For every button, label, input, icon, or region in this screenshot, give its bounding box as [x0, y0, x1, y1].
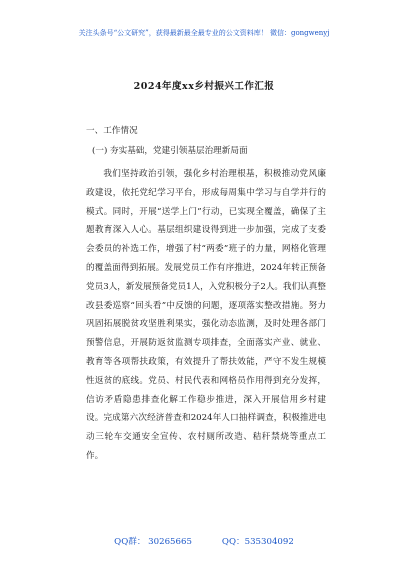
footer-contact: [0, 535, 408, 547]
body-text: 我们坚持政治引领，强化乡村治理根基，积极推动党风廉政建设，依托党纪学习平台，形成每周集中学习与自学并行的模式。同时，开展“送学上门”行动，已实现全覆盖，确保了主题教育深入人心。基层组织建设得到进一步加强，完成了支委会委员的补选工作，增强了村“两委”班子的力量，网格化管理的覆盖面得到拓展。发展党员工作有序推进，2024年转正预备党员3人，新发展预备党员1人，入党积极分子2人。我们认真整改县委巡察“回头看”中反馈的问题，逐项落实整改措施。努力巩固拓展脱贫攻坚胜利果实，强化动态监测，及时处理各部门预警信息，开展防返贫监测专项排查，全面落实产业、就业、教育等各项帮扶政策，有效提升了帮扶效能，严守不发生规模性返贫的底线。党员、村民代表和网格员作用得到充分发挥，信访矛盾隐患排查化解工作稳步推进，深入开展信用乡村建设。完成第六次经济普查和2024年人口抽样调查，积极推进电动三轮车交通安全宣传、农村厕所改造、秸秆禁烧等重点工作。: [86, 169, 326, 461]
body-paragraph: [86, 165, 326, 466]
qq-number: QQ：535304092: [221, 537, 294, 547]
subsection-heading: (一) 夯实基础，党建引领基层治理新局面: [92, 146, 248, 156]
qq-group-number: QQ群： 30265665: [114, 537, 192, 547]
section-heading: 一、工作情况: [86, 126, 138, 136]
document-title: 2024年度xx乡村振兴工作汇报: [133, 81, 275, 92]
header-banner: 关注头条号“公文研究”，获得最新最全最专业的公文资料库！ 微信：gongwenyj: [78, 29, 330, 37]
